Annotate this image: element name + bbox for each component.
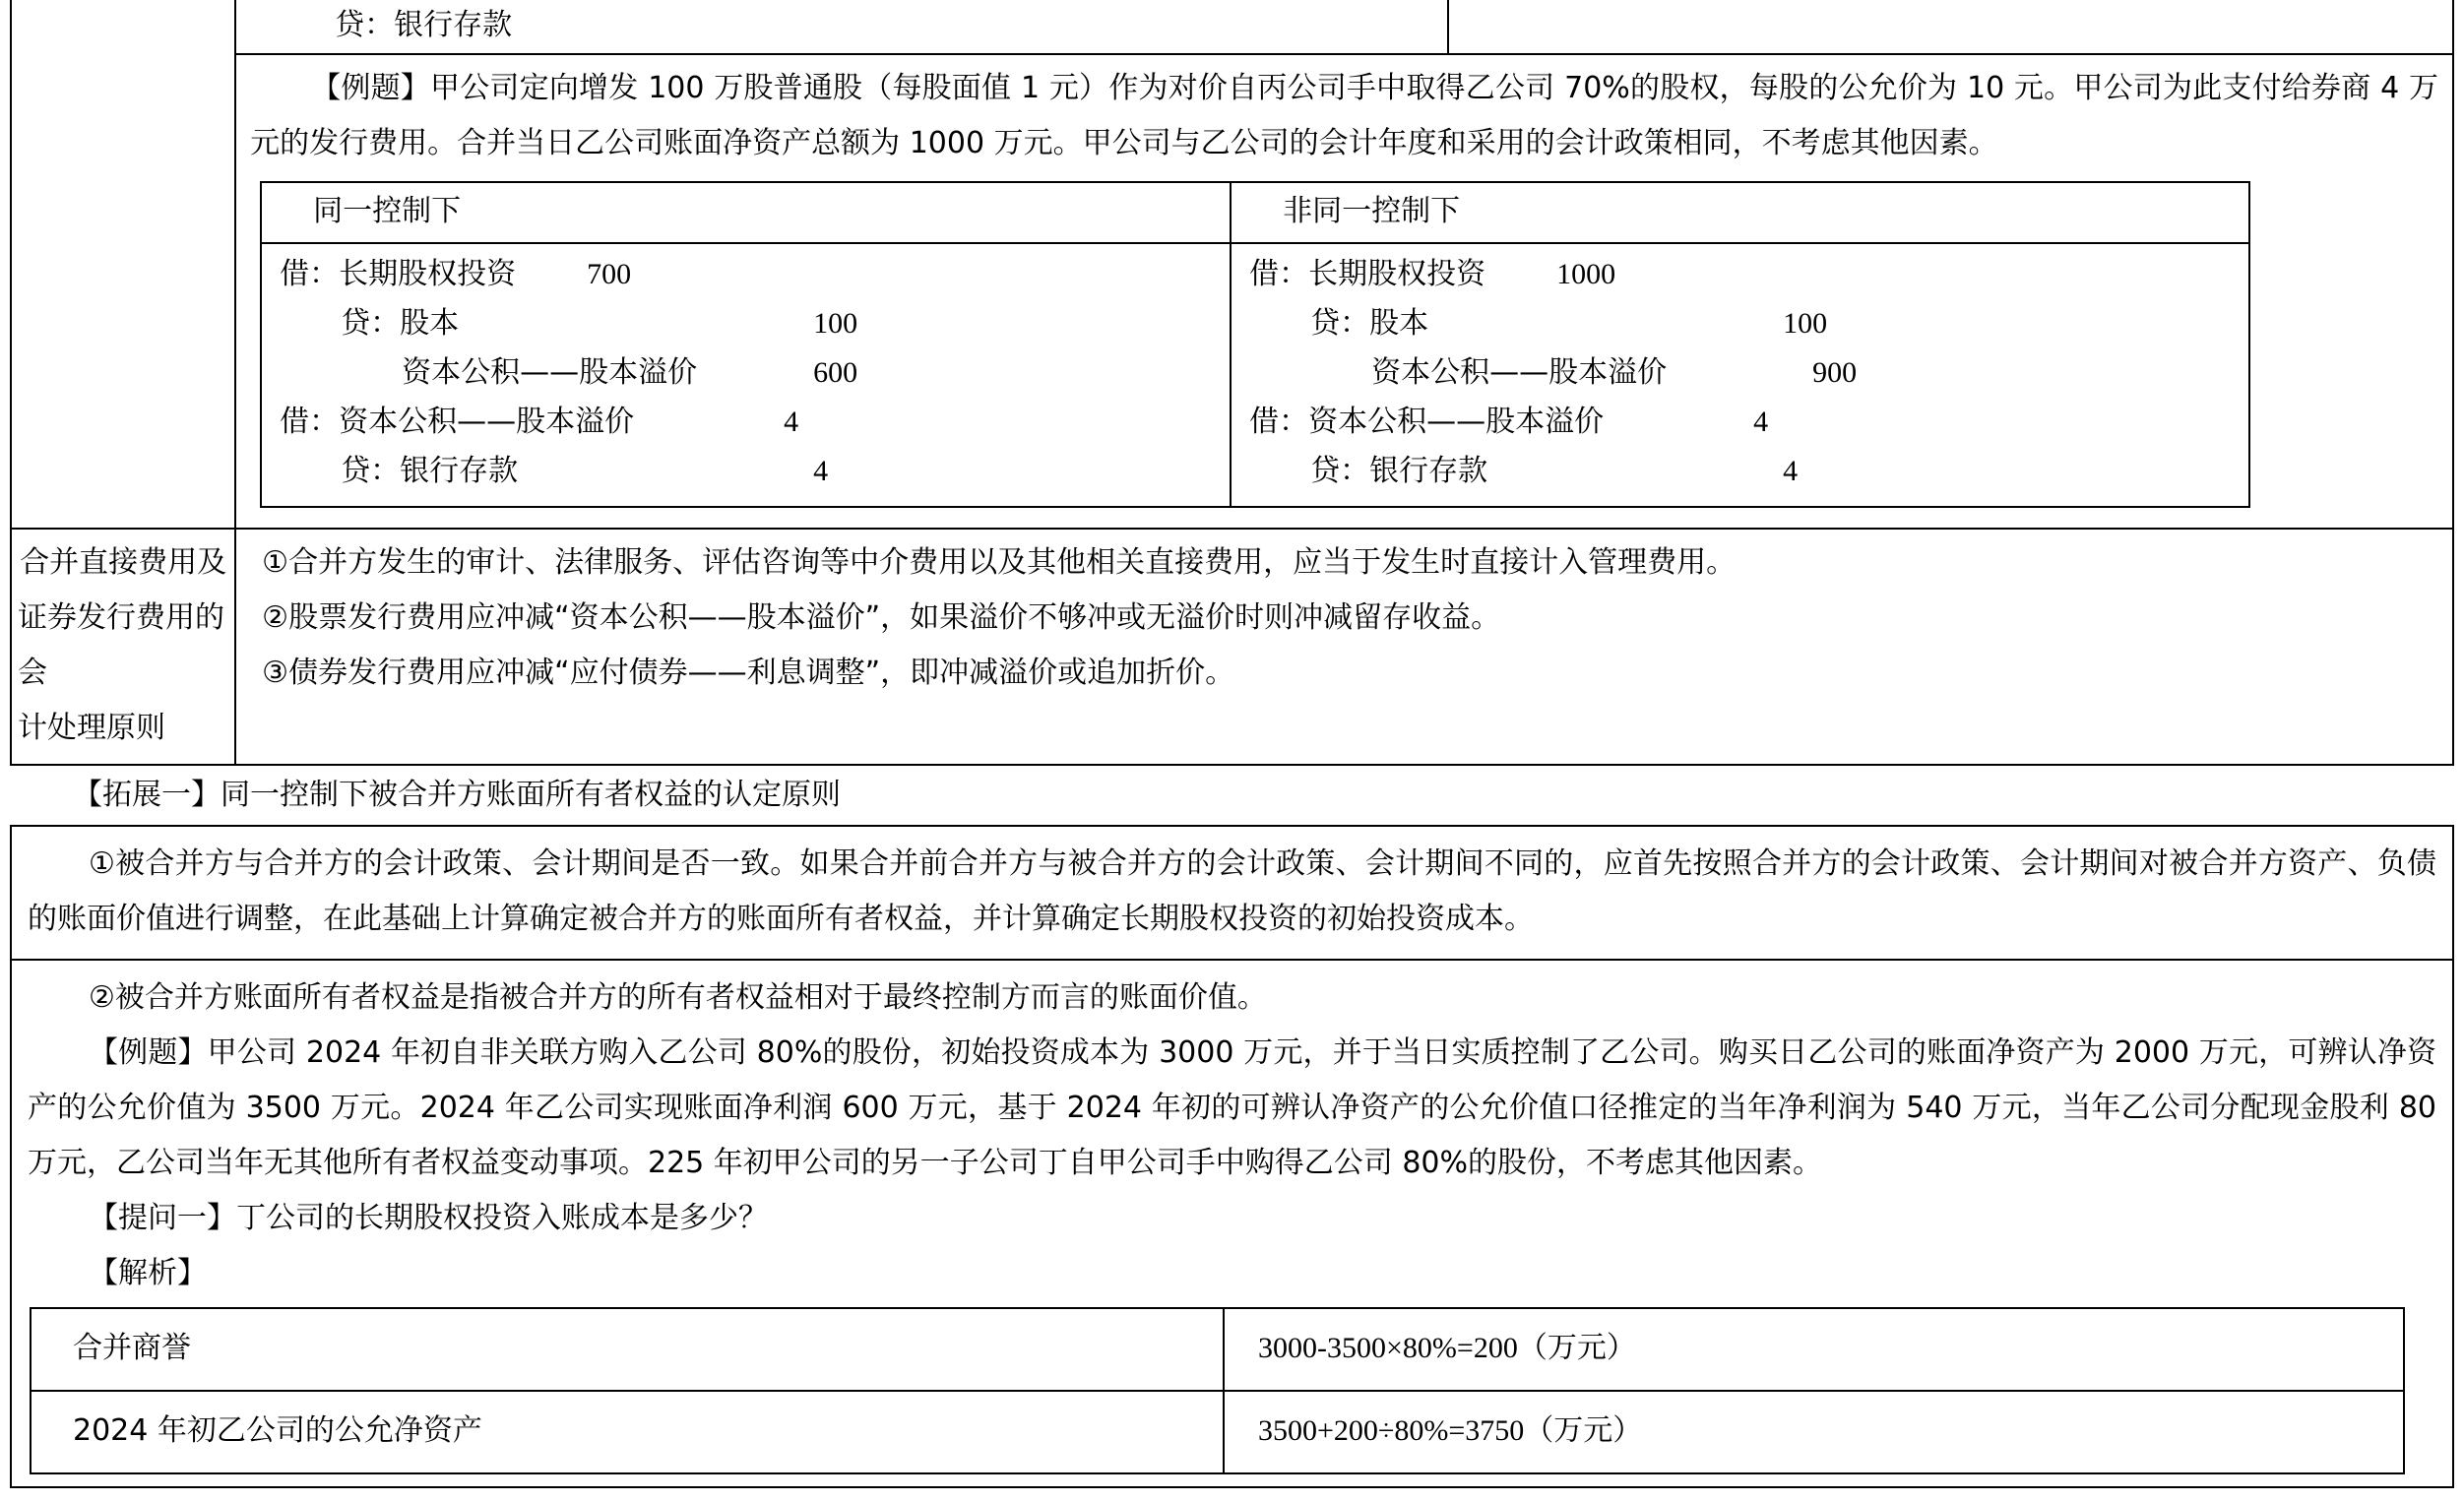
- principle-item-1: ①合并方发生的审计、法律服务、评估咨询等中介费用以及其他相关直接费用，应当于发生时直接计入管理费用。: [262, 545, 1737, 580]
- journal-header-row: [261, 182, 2249, 243]
- main-table-top: [10, 0, 2454, 766]
- journal-header-non-same-control: 非同一控制下: [1231, 182, 2249, 243]
- entry-amount: 100: [1783, 307, 1828, 340]
- entry-amount: 700: [587, 258, 632, 290]
- entry-amount: 600: [813, 356, 858, 389]
- principles-content-cell: [235, 529, 2453, 765]
- result-row-label-1: 2024 年初乙公司的公允净资产: [31, 1391, 1224, 1473]
- expansion-item1-cell: [11, 826, 2453, 960]
- entry-nonsame-line-1: [1232, 250, 2248, 299]
- entry-amount: 100: [813, 307, 858, 340]
- entry-nonsame-line-3: [1232, 348, 2248, 398]
- entry-text: 贷：银行存款: [1310, 454, 1488, 488]
- entry-nonsame-line-5: [1232, 447, 2248, 496]
- entry-amount: 4: [1783, 455, 1799, 487]
- result-row-value-0: 3000-3500×80%=200（万元）: [1224, 1308, 2404, 1391]
- expansion-question: 【提问一】丁公司的长期股权投资入账成本是多少？: [89, 1201, 768, 1235]
- principles-label-line-2: 证券发行费用的会: [18, 600, 224, 690]
- entry-text: 资本公积——股本溢价: [402, 355, 698, 390]
- journal-entries-non-same-control: [1231, 243, 2249, 507]
- entry-text: 贷：股本: [1310, 306, 1429, 341]
- result-row-value-1: 3500+200÷80%=3750（万元）: [1224, 1391, 2404, 1473]
- table-row: [11, 529, 2453, 765]
- entry-nonsame-line-4: [1232, 398, 2248, 447]
- entry-amount: 4: [813, 455, 829, 487]
- result-table: [30, 1307, 2405, 1474]
- left-label-cell-empty: [11, 0, 235, 529]
- principle-item-2: ②股票发行费用应冲减“资本公积——股本溢价”，如果溢价不够冲或无溢价时则冲减留存收益。: [262, 600, 1501, 635]
- entry-list-non-same-control: [1232, 244, 2248, 506]
- entry-same-line-5: [262, 447, 1230, 496]
- example-cell: [235, 54, 2453, 529]
- entry-same-line-3: [262, 348, 1230, 398]
- entry-same-line-1: [262, 250, 1230, 299]
- entry-text: 贷：银行存款: [341, 454, 519, 488]
- journal-header-same-control: 同一控制下: [261, 182, 1231, 243]
- table-row: [31, 1391, 2404, 1473]
- entry-text: 资本公积——股本溢价: [1371, 355, 1668, 390]
- entry-amount: 900: [1812, 356, 1858, 389]
- principles-label-cell: [11, 529, 235, 765]
- principles-label-line-1: 合并直接费用及: [20, 545, 227, 580]
- table-row: [11, 0, 2453, 54]
- entry-text: 借：资本公积——股本溢价: [1249, 405, 1605, 439]
- credit-line-cell-right: [1448, 0, 2453, 54]
- table-row: [11, 960, 2453, 1487]
- journal-entries-same-control: [261, 243, 1231, 507]
- entry-amount: 4: [784, 406, 799, 438]
- credit-line-cell: [235, 0, 1448, 54]
- main-table-bottom: [10, 825, 2454, 1488]
- entry-amount: 1000: [1556, 258, 1616, 290]
- expansion-detail-cell: [11, 960, 2453, 1487]
- entry-text: 借：长期股权投资: [1249, 257, 1486, 291]
- result-row-label-0: 合并商誉: [31, 1308, 1224, 1391]
- expansion-item-1: ①被合并方与合并方的会计政策、会计期间是否一致。如果合并前合并方与被合并方的会计政策、会计期间不同的，应首先按照合并方的会计政策、会计期间对被合并方资产、负债的账面价值进行调整，在此基础上计算确定被合并方的账面所有者权益，并计算确定长期股权投资的初始投资成本。: [28, 846, 2436, 936]
- expansion-analysis-label: 【解析】: [89, 1256, 207, 1290]
- expansion-example: 【例题】甲公司 2024 年初自非关联方购入乙公司 80%的股份，初始投资成本为 3000 万元，并于当日实质控制了乙公司。购买日乙公司的账面净资产为 2000 万元，可辨认净资产的公允价值为 3500 万元。2024 年乙公司实现账面净利润 600 万元，基于 2024 年初的可辨认净资产的公允价值口径推定的当年净利润为 540 万元，当年乙公司分配现金股利 80 万元，乙公司当年无其他所有者权益变动事项。225 年初甲公司的另一子公司丁自甲公司手中购得乙公司 80%的股份，不考虑其他因素。: [28, 1035, 2436, 1180]
- table-row: [31, 1308, 2404, 1391]
- entry-text: 借：资本公积——股本溢价: [280, 405, 635, 439]
- journal-entry-table: [260, 181, 2250, 508]
- principle-item-3: ③债券发行费用应冲减“应付债券——利息调整”，即冲减溢价或追加折价。: [262, 656, 1235, 690]
- entry-same-line-4: [262, 398, 1230, 447]
- entry-list-same-control: [262, 244, 1230, 506]
- entry-text: 贷：股本: [341, 306, 460, 341]
- entry-nonsame-line-2: [1232, 299, 2248, 348]
- entry-amount: 4: [1753, 406, 1769, 438]
- example-paragraph: 【例题】甲公司定向增发 100 万股普通股（每股面值 1 元）作为对价自丙公司手中取得乙公司 70%的股权，每股的公允价为 10 元。甲公司为此支付给券商 4 万元的发行费用。合并当日乙公司账面净资产总额为 1000 万元。甲公司与乙公司的会计年度和采用的会计政策相同，不考虑其他因素。: [250, 71, 2438, 160]
- table-row: [11, 826, 2453, 960]
- entry-same-line-2: [262, 299, 1230, 348]
- expansion-item-2: ②被合并方账面所有者权益是指被合并方的所有者权益相对于最终控制方而言的账面价值。: [89, 980, 1267, 1015]
- journal-entry-row: [261, 243, 2249, 507]
- entry-text: 借：长期股权投资: [280, 257, 517, 291]
- principles-label-line-3: 计处理原则: [18, 711, 165, 745]
- table-row: [11, 54, 2453, 529]
- credit-line-text: 贷：银行存款: [335, 8, 513, 42]
- expansion-heading: 【拓展一】同一控制下被合并方账面所有者权益的认定原则: [73, 778, 841, 812]
